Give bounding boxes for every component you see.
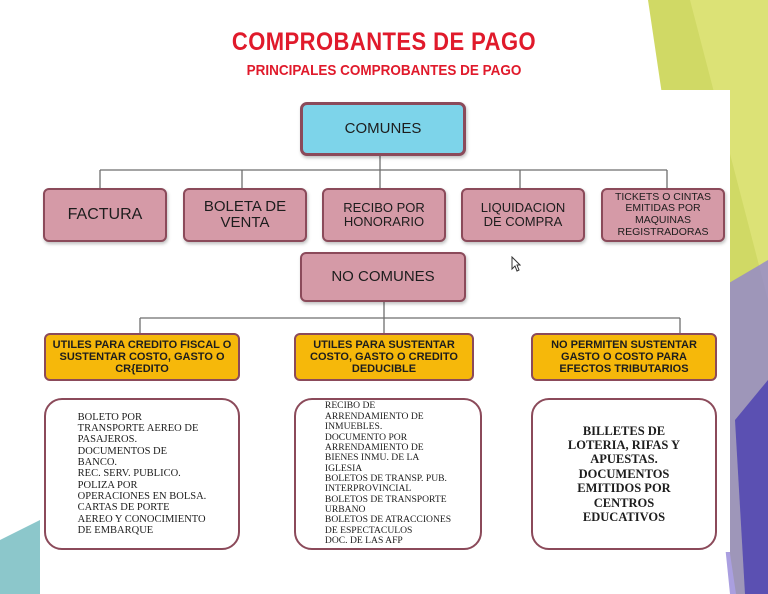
diagram-panel bbox=[40, 90, 730, 552]
list-item: INTERPROVINCIAL bbox=[324, 483, 412, 495]
comunes-node-label: BOLETA DE VENTA bbox=[203, 197, 287, 231]
list-item: DOCUMENTOS DE bbox=[77, 445, 168, 457]
no-comunes-node bbox=[300, 252, 466, 302]
comunes-node-factura bbox=[43, 188, 167, 242]
category-node-costo-gasto bbox=[294, 333, 474, 381]
list-item: INMUEBLES. bbox=[324, 421, 383, 433]
comunes-node-recibo bbox=[322, 188, 446, 242]
list-item: RECIBO DE bbox=[324, 400, 376, 412]
list-item: DOCUMENTO POR bbox=[324, 431, 408, 443]
list-item: EDUCATIVOS bbox=[582, 509, 666, 524]
list-item: TRANSPORTE AEREO DE bbox=[77, 423, 199, 435]
list-item: CARTAS DE PORTE bbox=[77, 502, 170, 514]
list-item: ARRENDAMIENTO DE bbox=[324, 410, 424, 422]
list-item: BILLETES DE bbox=[582, 423, 666, 438]
list-item: LOTERIA, RIFAS Y bbox=[567, 438, 681, 453]
comunes-node-label: RECIBO POR HONORARIO bbox=[343, 199, 425, 229]
document-list-costo-gasto bbox=[294, 398, 482, 550]
list-item: IGLESIA bbox=[324, 462, 363, 474]
list-item: BOLETOS DE TRANSPORTE bbox=[324, 493, 447, 505]
list-item: DOC. DE LAS AFP bbox=[324, 535, 403, 547]
list-item: BANCO. bbox=[77, 457, 118, 468]
comunes-node-label: TICKETS O CINTAS EMITIDAS POR MAQUINAS REGISTRADORAS bbox=[614, 190, 712, 238]
list-item: REC. SERV. PUBLICO. bbox=[77, 468, 181, 480]
root-node-comunes bbox=[300, 102, 466, 156]
list-item: BOLETO POR bbox=[77, 411, 142, 423]
comunes-node-liquidacion bbox=[461, 188, 585, 242]
list-item: DE EMBARQUE bbox=[77, 524, 154, 536]
document-list-items bbox=[325, 401, 451, 546]
comunes-node-boleta bbox=[183, 188, 307, 242]
list-item: POLIZA POR bbox=[77, 479, 138, 491]
list-item: PASAJEROS. bbox=[77, 434, 138, 446]
list-item: APUESTAS. bbox=[590, 452, 658, 467]
list-item: CENTROS bbox=[593, 495, 655, 510]
document-list-items bbox=[78, 412, 207, 537]
list-item: URBANO bbox=[324, 504, 366, 516]
list-item: OPERACIONES EN BOLSA. bbox=[77, 490, 207, 502]
category-node-credito-fiscal bbox=[44, 333, 240, 381]
slide-title: COMPROBANTES DE PAGO bbox=[231, 28, 537, 56]
document-list-credito-fiscal bbox=[44, 398, 240, 550]
category-label: UTILES PARA SUSTENTAR COSTO, GASTO O CREDITO DEDUCIBLE bbox=[310, 338, 458, 376]
list-item: DE ESPECTACULOS bbox=[324, 524, 413, 536]
list-item: ARRENDAMIENTO DE bbox=[324, 441, 424, 453]
comunes-node-label: LIQUIDACION DE COMPRA bbox=[480, 199, 566, 229]
mouse-cursor-icon bbox=[511, 256, 521, 272]
list-item: BIENES INMU. DE LA bbox=[324, 452, 420, 464]
document-list-items bbox=[568, 424, 680, 525]
list-item: DOCUMENTOS bbox=[578, 466, 670, 481]
list-item: BOLETOS DE ATRACCIONES bbox=[324, 514, 452, 526]
category-label: UTILES PARA CREDITO FISCAL O SUSTENTAR COSTO, GASTO O CR{EDITO bbox=[52, 338, 232, 376]
document-list-no-permiten bbox=[531, 398, 717, 550]
category-node-no-permiten bbox=[531, 333, 717, 381]
list-item: BOLETOS DE TRANSP. PUB. bbox=[324, 473, 447, 484]
root-node-label: COMUNES bbox=[344, 119, 422, 137]
list-item: EMITIDOS POR bbox=[577, 481, 671, 496]
slide-subtitle: PRINCIPALES COMPROBANTES DE PAGO bbox=[246, 62, 522, 79]
list-item: AEREO Y CONOCIMIENTO bbox=[77, 513, 206, 525]
comunes-node-tickets bbox=[601, 188, 725, 242]
comunes-node-label: FACTURA bbox=[67, 206, 143, 224]
no-comunes-label: NO COMUNES bbox=[331, 267, 435, 285]
category-label: NO PERMITEN SUSTENTAR GASTO O COSTO PARA EFECTOS TRIBUTARIOS bbox=[551, 338, 697, 376]
